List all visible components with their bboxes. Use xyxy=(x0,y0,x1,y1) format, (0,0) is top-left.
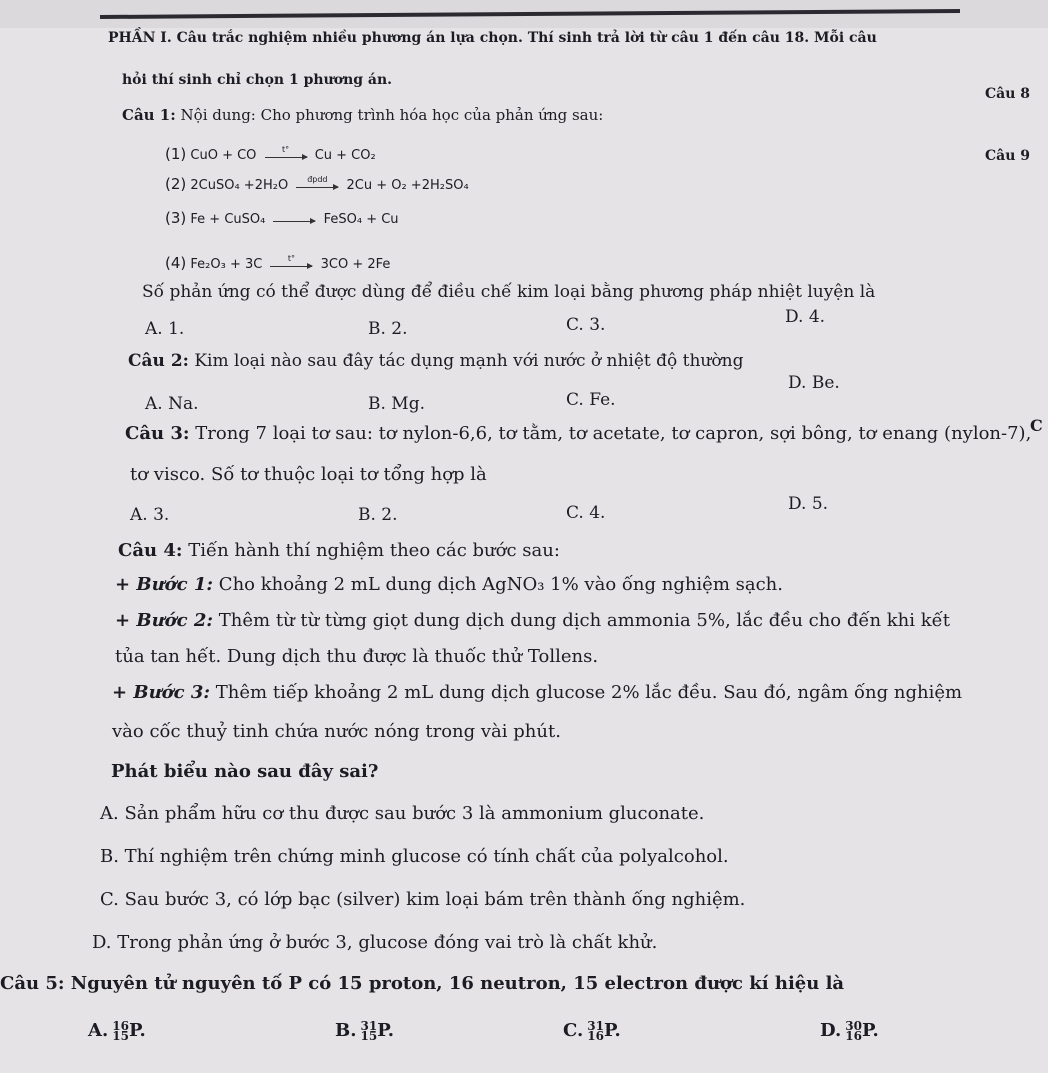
q1-option-b[interactable]: B. 2. xyxy=(368,319,408,339)
reaction-4: (4) Fe₂O₃ + 3C t° 3CO + 2Fe xyxy=(165,254,391,272)
q4-stem: Câu 4: Tiến hành thí nghiệm theo các bước sau: xyxy=(118,540,560,561)
q1-stem-text: Nội dung: Cho phương trình hóa học của phản ứng sau: xyxy=(180,106,604,124)
q1-label: Câu 1: xyxy=(122,106,176,124)
q3-option-c[interactable]: C. 4. xyxy=(566,503,606,523)
q5-option-b[interactable]: B. 31 15 P. xyxy=(335,1019,395,1043)
arrow-icon: đpdd xyxy=(296,183,338,188)
isotope-notation: 16 15 xyxy=(112,1019,129,1043)
q5-option-d[interactable]: D. 30 16 P. xyxy=(820,1019,879,1043)
margin-cau9: Câu 9 xyxy=(985,148,1031,164)
isotope-notation: 31 16 xyxy=(587,1019,604,1043)
q1-option-a[interactable]: A. 1. xyxy=(145,319,185,339)
q2-option-d[interactable]: D. Be. xyxy=(788,373,840,393)
q3-option-d[interactable]: D. 5. xyxy=(788,494,829,514)
q4-step1: + Bước 1: Cho khoảng 2 mL dung dịch AgNO₃ 1% vào ống nghiệm sạch. xyxy=(115,574,783,595)
arrow-icon: t° xyxy=(270,262,312,267)
q4-step3-line2: vào cốc thuỷ tinh chứa nước nóng trong vài phút. xyxy=(112,721,561,742)
q2-stem: Câu 2: Kim loại nào sau đây tác dụng mạnh với nước ở nhiệt độ thường xyxy=(128,351,744,371)
section-header: PHẦN I. Câu trắc nghiệm nhiều phương án lựa chọn. Thí sinh trả lời từ câu 1 đến câu 18. Mỗi câu xyxy=(108,30,877,46)
arrow-icon: t° xyxy=(265,153,307,158)
q3-option-b[interactable]: B. 2. xyxy=(358,505,398,525)
q4-step1-label: + Bước 1: xyxy=(115,574,214,595)
q5-stem: Câu 5: Nguyên tử nguyên tố P có 15 proton, 16 neutron, 15 electron được kí hiệu là xyxy=(0,973,845,994)
q4-step2-label: + Bước 2: xyxy=(115,610,214,631)
reaction-1: (1) CuO + CO t° Cu + CO₂ xyxy=(165,145,376,163)
q4-option-a[interactable]: A. Sản phẩm hữu cơ thu được sau bước 3 là ammonium gluconate. xyxy=(100,803,705,824)
q5-label: Câu 5: xyxy=(0,973,65,994)
q1-stem xyxy=(122,106,603,124)
reaction-3: (3) Fe + CuSO₄ FeSO₄ + Cu xyxy=(165,209,399,227)
q1-option-c[interactable]: C. 3. xyxy=(566,315,606,335)
q1-question: Số phản ứng có thể được dùng để điều chế kim loại bằng phương pháp nhiệt luyện là xyxy=(142,282,876,302)
q2-option-b[interactable]: B. Mg. xyxy=(368,394,425,414)
q3-stem-line2: tơ visco. Số tơ thuộc loại tơ tổng hợp là xyxy=(130,464,487,485)
q3-option-a[interactable]: A. 3. xyxy=(130,505,170,525)
q4-step3-line1: + Bước 3: Thêm tiếp khoảng 2 mL dung dịch glucose 2% lắc đều. Sau đó, ngâm ống nghiệm xyxy=(112,682,963,703)
q2-option-a[interactable]: A. Na. xyxy=(145,394,199,414)
q5-option-c[interactable]: C. 31 16 P. xyxy=(563,1019,621,1043)
q2-label: Câu 2: xyxy=(128,351,189,371)
arrow-icon xyxy=(273,217,315,222)
isotope-notation: 31 15 xyxy=(360,1019,378,1043)
reaction-2: (2) 2CuSO₄ +2H₂O đpdd 2Cu + O₂ +2H₂SO₄ xyxy=(165,175,469,193)
q1-option-d[interactable]: D. 4. xyxy=(785,307,826,327)
margin-cau8: Câu 8 xyxy=(985,86,1031,102)
q4-option-b[interactable]: B. Thí nghiệm trên chứng minh glucose có tính chất của polyalcohol. xyxy=(100,846,729,867)
q3-label: Câu 3: xyxy=(125,423,190,444)
q3-stem-line1: Câu 3: Trong 7 loại tơ sau: tơ nylon-6,6, tơ tằm, tơ acetate, tơ capron, sợi bông, tơ enang (nylon-7), xyxy=(125,423,1032,444)
q5-option-a[interactable]: A. 16 15 P. xyxy=(88,1019,146,1043)
q2-option-c[interactable]: C. Fe. xyxy=(566,390,616,410)
section-subtitle: hỏi thí sinh chỉ chọn 1 phương án. xyxy=(122,72,393,88)
isotope-notation: 30 16 xyxy=(845,1019,862,1043)
q4-label: Câu 4: xyxy=(118,540,183,561)
q4-step2-line2: tủa tan hết. Dung dịch thu được là thuốc thử Tollens. xyxy=(115,646,599,667)
q4-step2-line1: + Bước 2: Thêm từ từ từng giọt dung dịch dung dịch ammonia 5%, lắc đều cho đến khi kết xyxy=(115,610,950,631)
q4-option-d[interactable]: D. Trong phản ứng ở bước 3, glucose đóng vai trò là chất khử. xyxy=(92,932,658,953)
q4-option-c[interactable]: C. Sau bước 3, có lớp bạc (silver) kim loại bám trên thành ống nghiệm. xyxy=(100,889,746,910)
q4-step3-label: + Bước 3: xyxy=(112,682,211,703)
q4-question: Phát biểu nào sau đây sai? xyxy=(111,761,379,782)
margin-c: C xyxy=(1030,416,1043,435)
